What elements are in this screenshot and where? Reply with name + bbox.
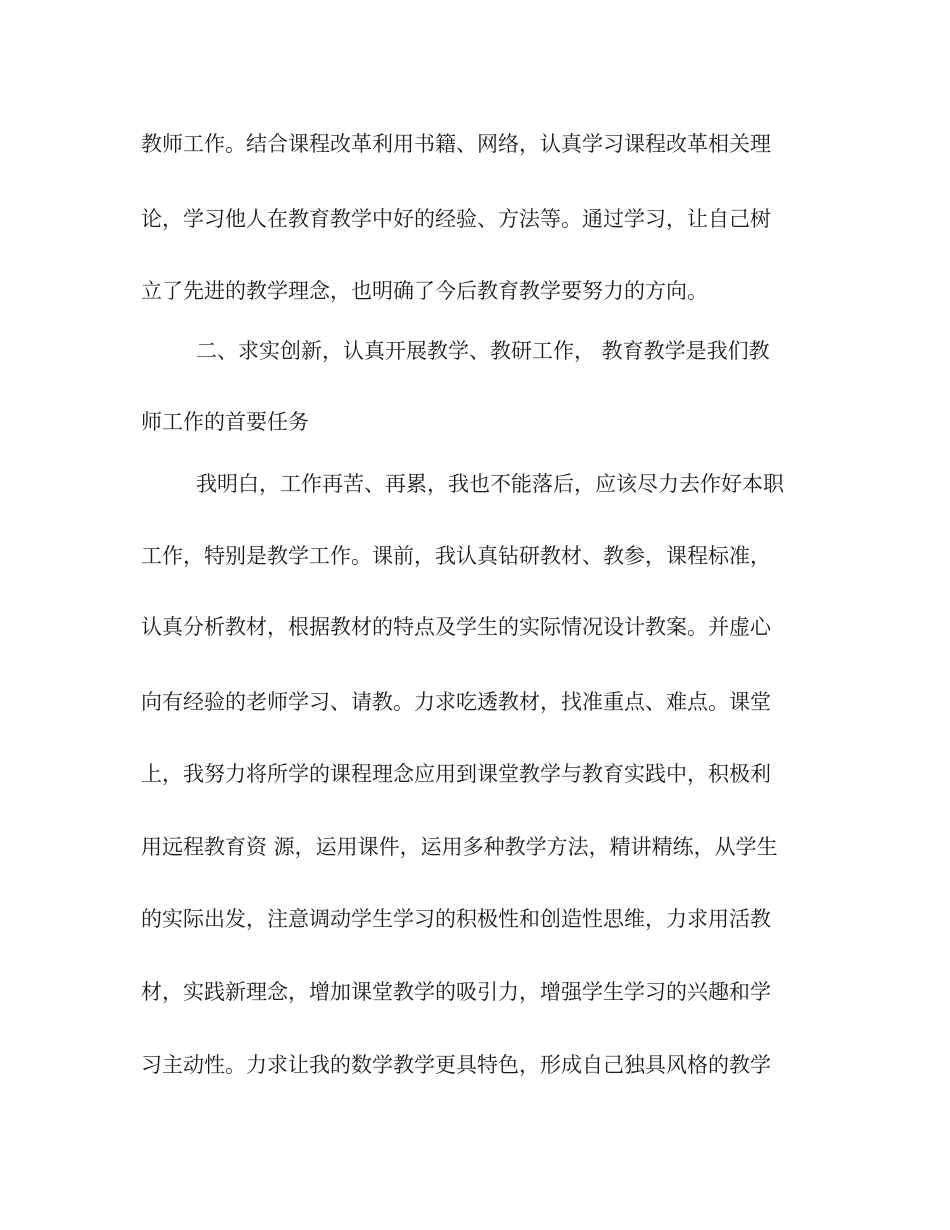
- text-line: 上，我努力将所学的课程理念应用到课堂教学与教育实践中，积极利: [141, 762, 771, 786]
- text-line: 的实际出发，注意调动学生学习的积极性和创造性思维，力求用活教: [141, 907, 771, 931]
- text-line: 教师工作。结合课程改革利用书籍、网络，认真学习课程改革相关理: [141, 132, 771, 156]
- text-line: 立了先进的教学理念，也明确了今后教育教学要努力的方向。: [141, 279, 708, 303]
- section-heading-line: 师工作的首要任务: [141, 410, 309, 434]
- text-line: 认真分析教材，根据教材的特点及学生的实际情况设计教案。并虚心: [141, 615, 771, 639]
- text-line: 用远程教育资 源，运用课件，运用多种教学方法，精讲精练，从学生: [141, 835, 778, 859]
- section-heading-line: 二、求实创新，认真开展教学、教研工作， 教育教学是我们教: [196, 339, 770, 363]
- text-line: 材，实践新理念，增加课堂教学的吸引力，增强学生学习的兴趣和学: [141, 980, 771, 1004]
- text-line: 工作，特别是教学工作。课前，我认真钻研教材、教参，课程标准，: [141, 544, 771, 568]
- text-line: 向有经验的老师学习、请教。力求吃透教材，找准重点、难点。课堂: [141, 690, 771, 714]
- text-line: 习主动性。力求让我的数学教学更具特色，形成自己独具风格的教学: [141, 1053, 771, 1077]
- text-line: 论，学习他人在教育教学中好的经验、方法等。通过学习，让自己树: [141, 207, 771, 231]
- text-line: 我明白，工作再苦、再累，我也不能落后，应该尽力去作好本职: [196, 472, 784, 496]
